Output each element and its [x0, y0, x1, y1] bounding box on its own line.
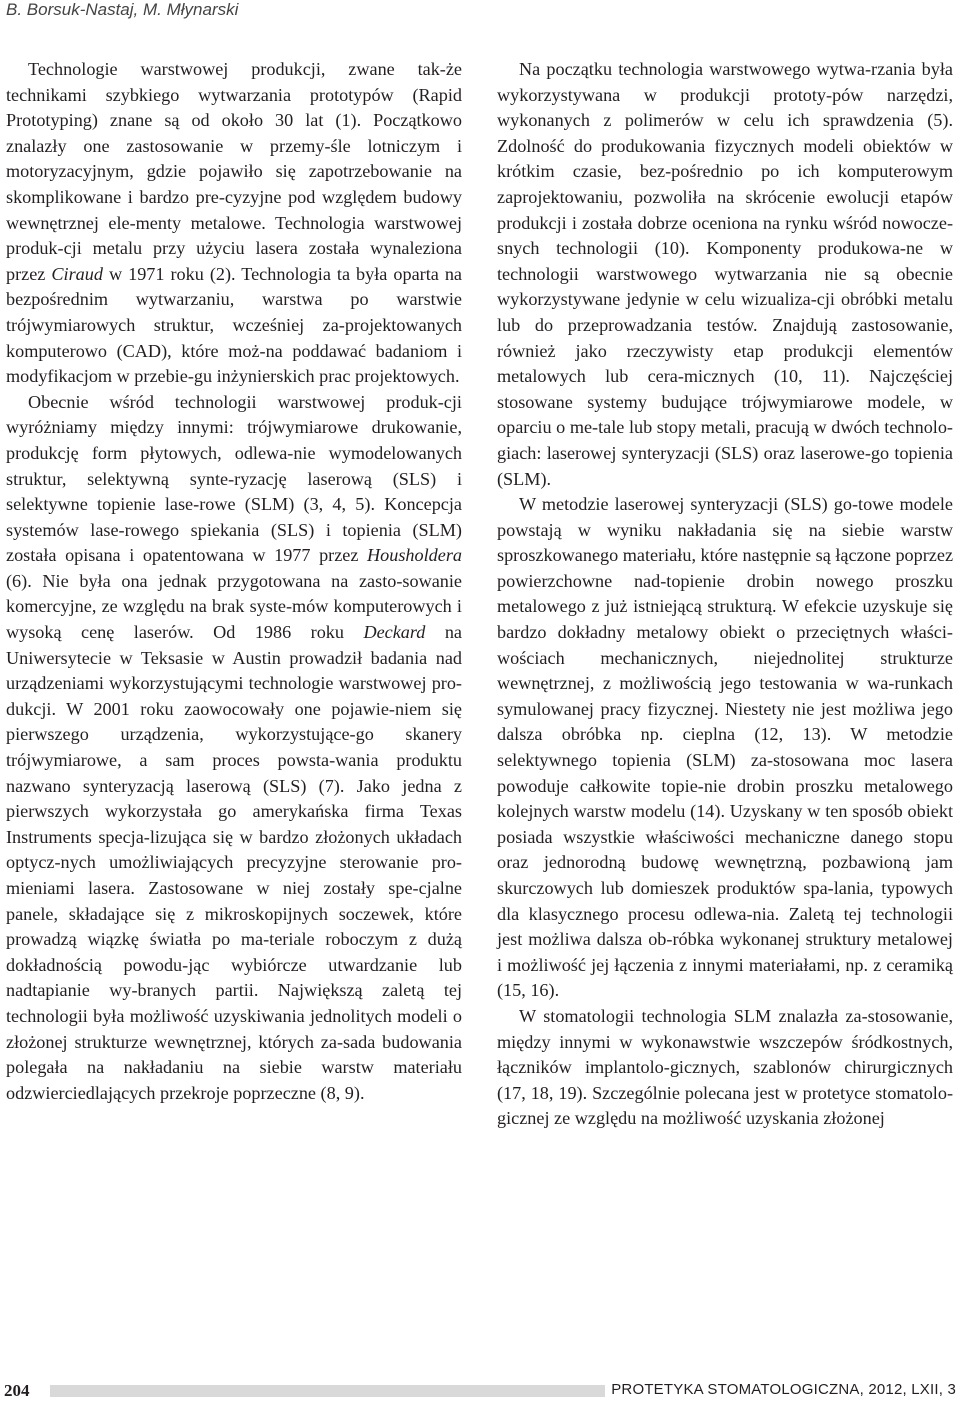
right-column — [497, 57, 953, 1132]
left-column — [6, 57, 462, 1106]
paragraph: Technologie warstwowej produkcji, zwane tak-że technikami szybkiego wytwarzania prototypów (Rapid Prototyping) znane są od około 30 lat (1). Początkowo znalazły one zastosowanie w przemy-śle lotniczym i motoryzacyjnym, gdzie pojawiło się zapotrzebowanie na skomplikowane i bardzo pre-cyzyjne pod względem budowy wewnętrznej ele-menty metalowe. Technologia warstwowej produk-cji metalu przy użyciu lasera została wynaleziona przez Ciraud w 1971 roku (2). Technologia ta była oparta na bezpośrednim wytwarzaniu, warstwa po warstwie trójwymiarowych struktur, wcześniej za-projektowanych komputerowo (CAD), które moż-na poddawać badaniom i modyfikacjom w przebie-gu inżynierskich prac projektowych. — [6, 59, 463, 387]
paragraph: W metodzie laserowej synteryzacji (SLS) go-towe modele powstają w wyniku nakładania się na siebie warstw sproszkowanego materiału, które następnie są łączone poprzez powierzchowne nad-topienie drobin nowego proszku metalowego z już istniejącą strukturą. W efekcie uzyskuje się bardzo dokładny metalowy obiekt o przeciętnych właści-wościach mechanicznych, niejednolitej strukturze wewnętrznej, z możliwością jego testowania w wa-runkach symulowanej pracy fizycznej. Niestety nie jest możliwa jego dalsza obróbka np. cieplna (12, 13). W metodzie selektywnego topienia (SLM) za-stosowana moc lasera powoduje całkowite topie-nie drobin proszku metalowego kolejnych warstw modelu (14). Uzyskany w ten sposób obiekt posiada wszystkie właściwości mechaniczne danego stopu oraz jednorodną budowę wewnętrzną, pozbawioną jam skurczowych lub domieszek produktów spa-lania, typowych dla klasycznego procesu odlewa-nia. Zaletą tej technologii jest możliwa dalsza ob-róbka wykonanej struktury metalowej i możliwość jej łączenia z innymi materiałami, np. z ceramiką (15, 16). — [497, 494, 954, 1001]
journal-citation: PROTETYKA STOMATOLOGICZNA, 2012, LXII, 3 — [611, 1381, 956, 1398]
paragraph: Na początku technologia warstwowego wytwa-rzania była wykorzystywana w produkcji prototy-pów narzędzi, wykonanych z polimerów w celu ich sprawdzenia (5). Zdolność do produkowania fizycznych modeli obiektów w krótkim czasie, bez-pośrednio po ich komputerowym zaprojektowaniu, pozwoliła na skrócenie ewolucji etapów produkcji i została dobrze oceniona na rynku wśród nowocze-snych technologii (10). Komponenty produkowa-ne w technologii warstwowego wytwarzania nie są obecnie wykorzystywane jedynie w celu wizualiza-cji obróbki metalu lub do przeprowadzania testów. Znajdują zastosowanie, również jako rzeczywisty etap produkcji elementów metalowych lub cera-micznych (10, 11). Najczęściej stosowane systemy budujące trójwymiarowe modele, w oparciu o me-tale lub stopy metali, pracują w dwóch technolo-giach: laserowej synteryzacji (SLS) oraz laserowe-go topienia (SLM). — [497, 59, 953, 489]
paragraph: W stomatologii technologia SLM znalazła za-stosowanie, między innymi w wykonawstwie wszczepów śródkostnych, łączników implantolo-gicznych, szablonów chirurgicznych (17, 18, 19). Szczególnie polecana jest w protetyce stomatolo-gicznej ze względu na możliwość uzyskania złożonej — [497, 1005, 953, 1129]
paragraph: Obecnie wśród technologii warstwowej produk-cji wyróżniamy między innymi: trójwymiarowe drukowanie, produkcję form płytowych, odlewa-nie wymodelowanych struktur, selektywną synte-ryzację laserową (SLS) i selektywne topienie lase-rowe (SLM) (3, 4, 5). Koncepcja systemów lase-rowego spiekania (SLS) i topienia (SLM) została opisana i opatentowana w 1977 przez Housholdera (6). Nie była ona jednak przygotowana na zasto-sowanie komercyjne, ze względu na brak syste-mów komputerowych i wysoką cenę laserów. Od 1986 roku Deckard na Uniwersytecie w Teksasie w Austin prowadził badania nad urządzeniami wykorzystującymi technologie warstwowej pro-dukcji. W 2001 roku zaowocowały one pojawie-niem się pierwszego urządzenia, wykorzystujące-go skanery trójwymiarowe, a sam proces powsta-wania produktu nazwano synteryzacją laserową (SLS) (7). Jako jedna z pierwszych wykorzystała go amerykańska firma Texas Instruments specja-lizująca się w bardzo złożonych układach optycz-nych umożliwiających precyzyjne sterowanie pro-mieniami lasera. Zastosowane w niej zostały spe-cjalne panele, składające się z mikroskopijnych soczewek, które prowadzą wiązkę światła po ma-teriale roboczym z dużą dokładnością powodu-jąc wybiórcze utwardzanie lub nadtapianie wy-branych partii. Największą zaletą tej technologii była możliwość uzyskiwania jednolitych modeli o złożonej strukturze wewnętrznej, których za-sada budowania polegała na nakładaniu na siebie warstw materiału odzwierciedlających przekroje poprzeczne (8, 9). — [6, 391, 463, 1103]
running-head: B. Borsuk-Nastaj, M. Młynarski — [6, 0, 239, 19]
page-footer — [0, 1379, 960, 1401]
footer-divider-bar — [50, 1385, 605, 1397]
page-number: 204 — [4, 1381, 30, 1400]
